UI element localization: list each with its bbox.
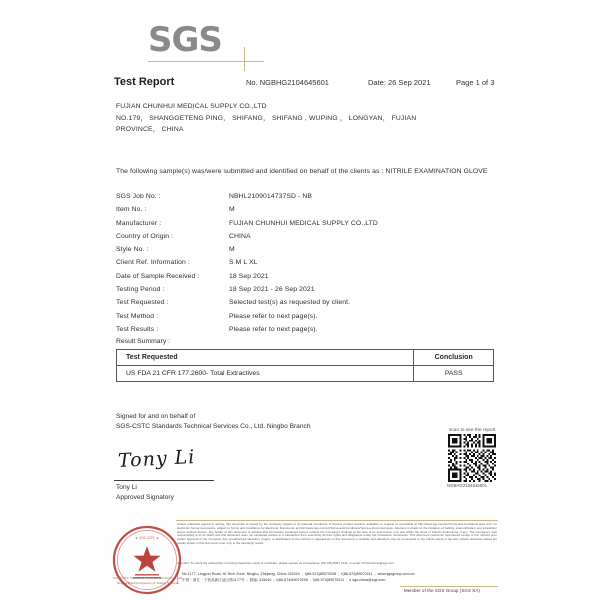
footer-address-en: No.1177, Lingyun Road, Hi-Tech Zone, Ningbo, Zhejiang, China 315040 xyxy=(182,572,300,576)
footer-fax-en: f(86-574)89070211 xyxy=(341,572,373,576)
info-row xyxy=(116,217,508,230)
info-label: SGS Job No. : xyxy=(116,193,161,200)
cell-test-requested: US FDA 21 CFR 177.2600- Total Extractives xyxy=(117,366,414,382)
footer-sep-icon: | xyxy=(338,572,340,576)
info-label: Item No. : xyxy=(116,206,147,214)
info-label: Manufacturer : xyxy=(116,219,162,227)
qr-caption: scan to see the report xyxy=(449,427,496,432)
info-value: CHINA xyxy=(229,232,251,240)
client-address-line-1: NO.179， SHANGGETENG PING， SHIFANG， SHIFANG , WUPING ， LONGYAN， FUJIAN xyxy=(116,114,417,122)
info-row xyxy=(116,310,508,323)
info-label: Test Requested : xyxy=(116,299,169,307)
footer-email-cn: e sgs.china@sgs.com xyxy=(349,578,386,583)
qr-report-id: NGBHG2104645601 xyxy=(447,483,488,488)
qr-code[interactable] xyxy=(448,434,496,482)
client-address-line-2: PROVINCE， CHINA xyxy=(116,126,184,133)
signatory-role: Approved Signatory xyxy=(116,494,174,501)
sgs-logo xyxy=(148,22,268,58)
sgs-logo-text: SGS xyxy=(148,20,222,60)
info-row xyxy=(116,283,508,296)
handwritten-signature: Tony Li xyxy=(117,445,196,473)
info-value: NBHL2109014737SD - NB xyxy=(229,193,312,200)
table-header-row xyxy=(117,350,494,366)
info-label: Date of Sample Received : xyxy=(116,272,200,280)
info-row xyxy=(116,270,508,283)
cell-conclusion: PASS xyxy=(414,366,494,382)
info-label: Country of Origin : xyxy=(116,232,174,240)
footer-disclaimer: Unless otherwise agreed in writing, this document is issued by the Company subject to its General Conditions of Service printed overleaf, available on request or accessible at http://www.sgs.com/en/Terms-and-Conditions.aspx and, for electronic format documents, subject to Terms and Conditions for Electronic Documents at http://www.sgs.com/en/Terms-and-Conditions/Terms-e-Document.aspx. Attention is drawn to the limitation of liability, indemnification and jurisdiction issues defined therein. Any holder of this document is advised that information contained hereon reflects the Company's findings at the time of its intervention only and within the limits of Client's instructions, if any. The Company's sole responsibility is to its Client and this document does not exonerate parties to a transaction from exercising all their rights and obligations under the transaction documents. This document cannot be reproduced except in full, without prior written approval of the Company. Any unauthorized alteration, forgery or falsification of the content or appearance of this document is unlawful and offenders may be prosecuted to the fullest extent of the law. Unless otherwise stated the results shown in this test report refer only to the sample(s) tested. xyxy=(177,522,497,545)
result-summary-heading: Result Summary : xyxy=(116,338,171,345)
info-row xyxy=(116,323,508,336)
report-date: Date: 26 Sep 2021 xyxy=(368,78,431,87)
info-value: 18 Sep 2021 - 26 Sep 2021 xyxy=(229,286,315,294)
footer-sep-icon: | xyxy=(246,578,248,583)
info-value: M xyxy=(229,246,235,254)
client-name: FUJIAN CHUNHUI MEDICAL SUPPLY CO.,LTD xyxy=(116,103,267,110)
footer-website: www.sgsgroup.com.cn xyxy=(377,572,415,576)
svg-text:★ SGS-CSTC ★: ★ SGS-CSTC ★ xyxy=(135,536,159,540)
info-row xyxy=(116,296,508,309)
info-value: Please refer to next page(s). xyxy=(229,325,318,333)
signed-for-line: Signed for and on behalf of xyxy=(116,413,196,420)
footer-address-bar xyxy=(177,571,502,584)
client-address-block xyxy=(116,101,506,136)
sample-statement: The following sample(s) was/were submitted and identified on behalf of the clients as : NITRILE EXAMINATION GLOVE xyxy=(116,168,488,175)
info-label: Client Ref. Information : xyxy=(116,259,190,267)
page-title: Test Report xyxy=(114,76,175,88)
signing-entity: SGS-CSTC Standards Technical Services Co., Ltd. Ningbo Branch xyxy=(116,423,311,430)
report-info-table xyxy=(116,190,508,336)
info-label: Testing Period : xyxy=(116,286,165,294)
footer-address-cn: 中国・浙江・宁波高新区凌云路1177号 xyxy=(182,578,245,583)
info-value: 18 Sep 2021 xyxy=(229,272,269,280)
info-label: Test Method : xyxy=(116,312,159,320)
footer-postcode-cn: 邮编: 315040 xyxy=(249,578,272,583)
footer-sep-icon: | xyxy=(301,572,303,576)
info-value: M xyxy=(229,206,235,214)
info-label: Style No. : xyxy=(116,246,149,254)
footer-sep-icon: | xyxy=(374,572,376,576)
logo-tick xyxy=(244,47,245,71)
info-value: Selected test(s) as requested by client. xyxy=(229,299,351,307)
seal-caption xyxy=(100,576,196,586)
info-row xyxy=(116,203,508,216)
footer-address-row-cn xyxy=(182,577,502,583)
info-row xyxy=(116,256,508,269)
report-number: No. NGBHG2104645601 xyxy=(246,78,329,87)
footer-divider xyxy=(176,520,498,521)
column-header-test-requested: Test Requested xyxy=(117,350,414,366)
table-row xyxy=(117,366,494,382)
seal-caption-line-1: SGS-CSTC Standards Technical Services Co., Ltd. xyxy=(113,576,183,580)
info-row xyxy=(116,190,508,203)
signatory-name: Tony Li xyxy=(116,484,137,491)
footer-fax-cn: f(86-574)89070211 xyxy=(313,578,345,583)
info-row xyxy=(116,230,508,243)
info-value: Please refer to next page(s). xyxy=(229,312,318,320)
signature-statement xyxy=(116,412,310,432)
footer-sep-icon: | xyxy=(273,578,275,583)
column-header-conclusion: Conclusion xyxy=(414,350,494,366)
footer-phone-cn: t(86-574)89070208 xyxy=(276,578,308,583)
signature-rule xyxy=(114,480,214,481)
signatory-block xyxy=(116,483,174,503)
seal-caption-line-2: Ningbo Branch Inspection & Testing Services xyxy=(117,581,179,585)
sgs-group-member-line: Member of the SGS Group (SGS SA) xyxy=(404,588,480,593)
footer-attention: Attention: To check the authenticity of testing /inspection report & certificate, please contact us at telephone: (86-755) 8307 1443, or email: CN.Doccheck@sgs.com xyxy=(177,561,394,565)
report-header-row xyxy=(114,76,514,88)
footer-sep-icon: | xyxy=(346,578,348,583)
info-value: S M L XL xyxy=(229,259,258,267)
footer-phone-en: t(86-574)89070208 xyxy=(304,572,337,576)
logo-rule xyxy=(148,61,264,62)
member-divider xyxy=(400,586,498,587)
info-value: FUJIAN CHUNHUI MEDICAL SUPPLY CO.,LTD xyxy=(229,219,378,227)
footer-sep-icon: | xyxy=(309,578,311,583)
result-summary-table xyxy=(116,349,494,382)
info-row xyxy=(116,243,508,256)
info-label: Test Results : xyxy=(116,325,159,333)
page-indicator: Page 1 of 3 xyxy=(456,78,495,87)
